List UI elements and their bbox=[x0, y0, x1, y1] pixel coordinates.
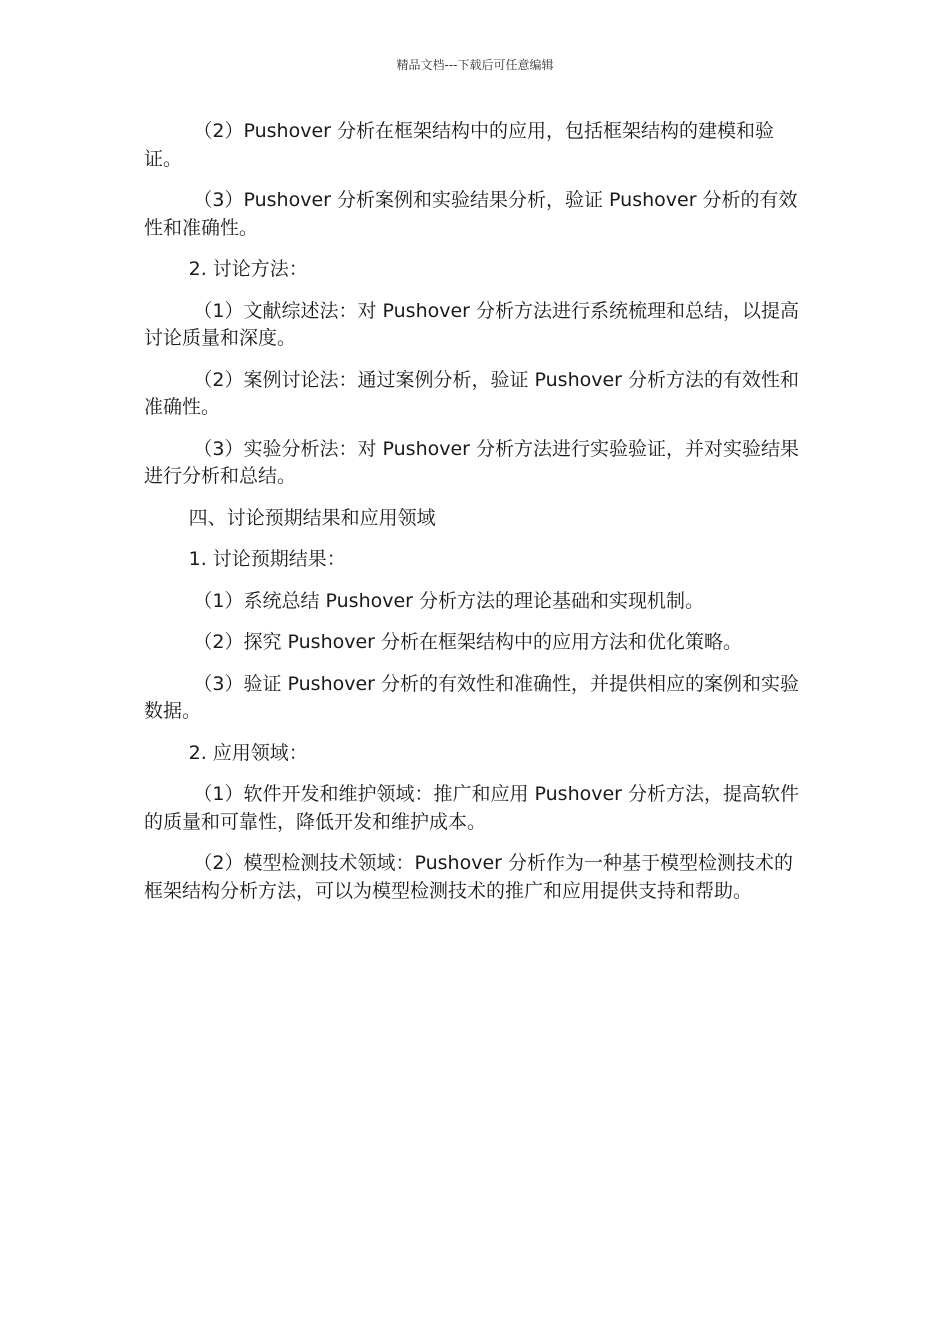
page-header: 精品文档---下载后可任意编辑 bbox=[396, 58, 554, 72]
paragraph-case-study-method: （2）案例讨论法：通过案例分析，验证 Pushover 分析方法的有效性和准确性。 bbox=[144, 368, 800, 418]
paragraph-application-software: （1）软件开发和维护领域：推广和应用 Pushover 分析方法，提高软件的质量和可靠性，降低开发和维护成本。 bbox=[144, 783, 800, 833]
paragraph-expected-2: （2）探究 Pushover 分析在框架结构中的应用方法和优化策略。 bbox=[193, 631, 743, 653]
paragraph-expected-3: （3）验证 Pushover 分析的有效性和准确性，并提供相应的案例和实验数据。 bbox=[144, 672, 800, 722]
subheading-methods: 2. 讨论方法： bbox=[188, 258, 308, 280]
paragraph-framework-application: （2）Pushover 分析在框架结构中的应用，包括框架结构的建模和验证。 bbox=[144, 120, 774, 170]
paragraph-expected-1: （1）系统总结 Pushover 分析方法的理论基础和实现机制。 bbox=[193, 589, 705, 612]
paragraph-literature-review: （1）文献综述法：对 Pushover 分析方法进行系统梳理和总结，以提高讨论质量和深度。 bbox=[144, 299, 800, 349]
subheading-application-areas: 2. 应用领域： bbox=[188, 741, 308, 764]
paragraph-case-analysis: （3）Pushover 分析案例和实验结果分析，验证 Pushover 分析的有效性和准确性。 bbox=[144, 189, 798, 239]
section-heading-expected-results: 四、讨论预期结果和应用领域 bbox=[188, 506, 436, 529]
paragraph-application-model-checking: （2）模型检测技术领域：Pushover 分析作为一种基于模型检测技术的框架结构分析方法，可以为模型检测技术的推广和应用提供支持和帮助。 bbox=[144, 852, 793, 902]
subheading-expected-results: 1. 讨论预期结果： bbox=[188, 548, 346, 570]
document-body bbox=[144, 118, 806, 919]
paragraph-experiment-method: （3）实验分析法：对 Pushover 分析方法进行实验验证，并对实验结果进行分析和总结。 bbox=[144, 437, 800, 487]
